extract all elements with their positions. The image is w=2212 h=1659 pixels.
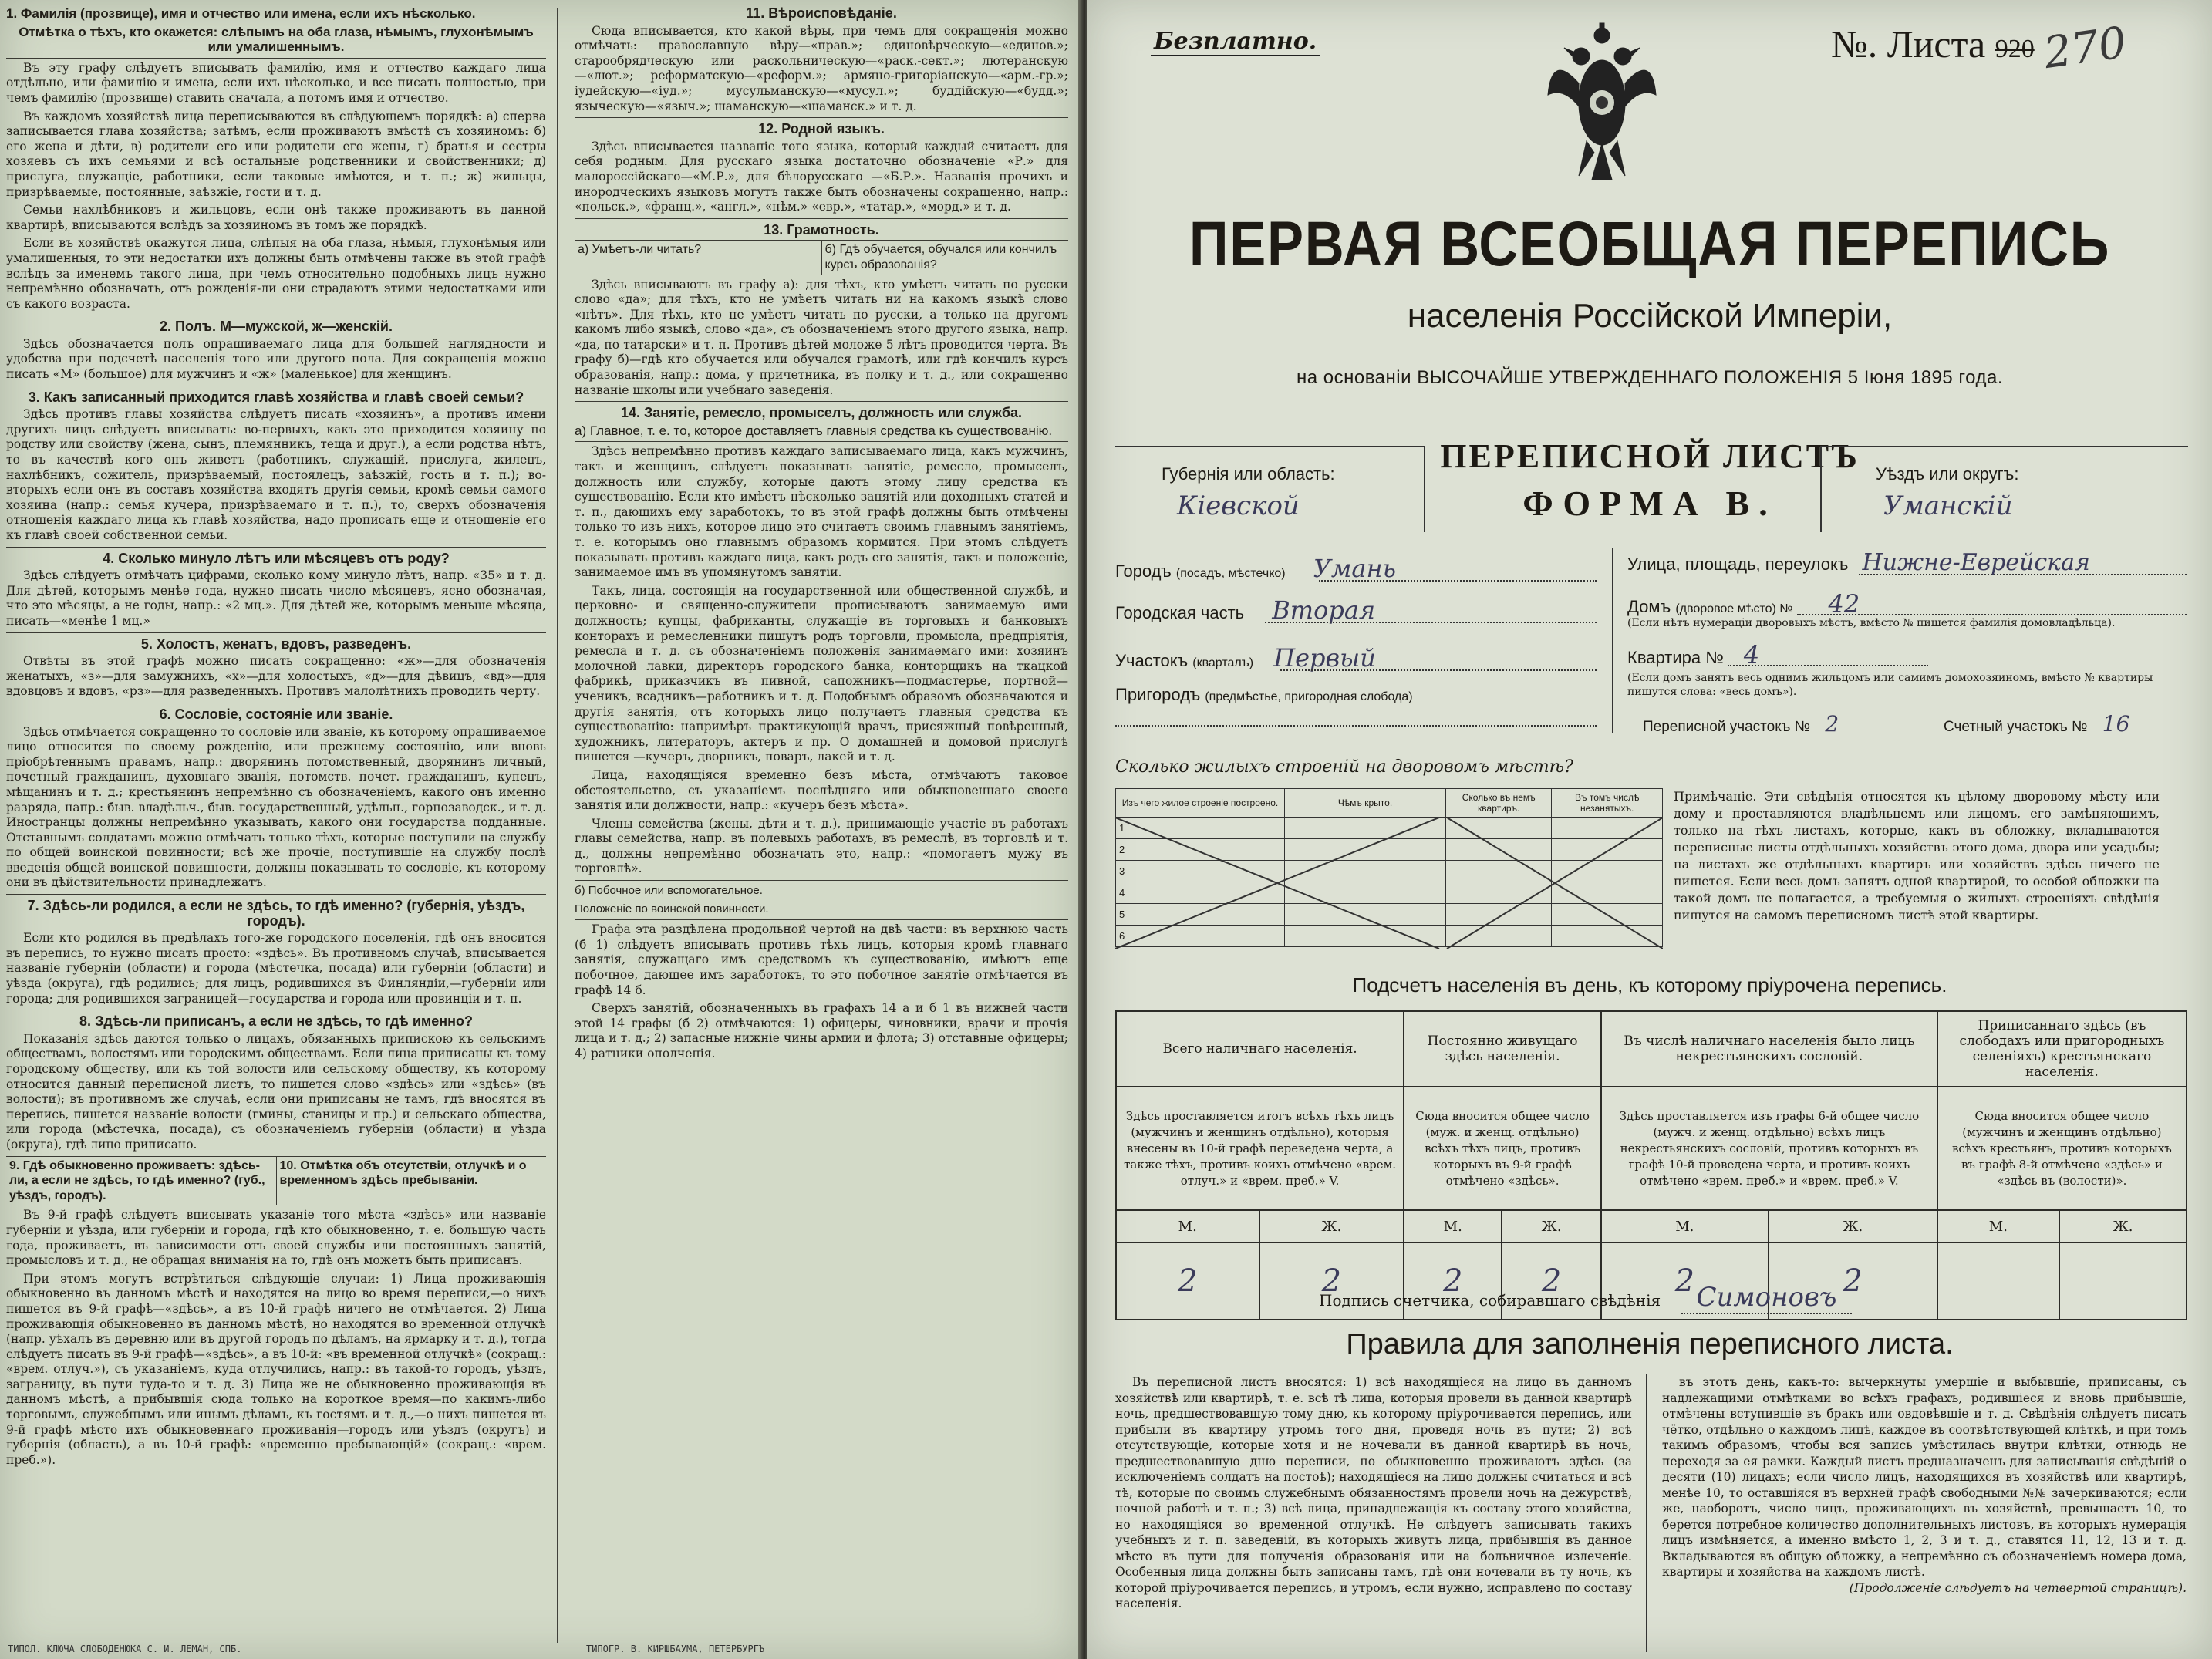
section-14-text-6: Сверхъ занятій, обозначенныхъ въ графахъ 14 а и б 1 въ нижней части этой 14 графы (б 2) отмѣчаются: 1) офицеры, чиновники, врачи и прочія лица и т. д.; 2) запасные нижніе чины армии и флота; 3) отставные офицеры; 4) ратники ополченія. — [575, 1001, 1068, 1060]
section-13b-title: б) Гдѣ обучается, обучался или кончилъ курсъ образованія? — [821, 241, 1069, 274]
buildings-table-header — [1116, 789, 1663, 818]
suburb-field — [1115, 685, 1413, 705]
instructions-column-1 — [6, 0, 546, 1659]
section-1-text-1: Въ эту графу слѣдуетъ вписывать фамилію, имя и отчество каждаго лица отдѣльно, или фамилію и имена, если ихъ нѣсколько, и все писать полностью, при чемъ фамилію (прозвище) ставить сначала, а потомъ имя и отчество. — [6, 60, 546, 105]
free-label: Безплатно. — [1151, 28, 1320, 56]
instructions-column-2 — [575, 0, 1068, 1659]
section-5-title: 5. Холостъ, женатъ, вдовъ, разведенъ. — [140, 636, 412, 652]
count-desc-non-peasant: Здѣсь проставляется изъ графы 6-й общее число (мужч. и женщ. отдѣльно) всѣхъ лицъ некрестьянскихъ сословій, противъ которыхъ въ графѣ 10-й проведена черта, и противъ коихъ отмѣчено «врем. преб.» и «врем. преб.» V. — [1601, 1087, 1937, 1210]
sheet-number-printed: 920 — [1995, 35, 2035, 63]
section-14c-title: Положеніе по воинской повинности. — [575, 902, 769, 915]
male-header: М. — [1404, 1210, 1502, 1243]
census-district-label: Переписной участокъ № — [1643, 719, 1811, 735]
census-district-value: 2 — [1825, 711, 1839, 737]
signature-label: Подпись счетчика, собиравшаго свѣдѣнія — [1319, 1291, 1661, 1310]
house-value: 42 — [1828, 589, 1860, 619]
section-5-text: Отвѣты въ этой графѣ можно писать сокращенно: «ж»—для обозначенія женатыхъ, «з»—для замужнихъ, «х»—для холостыхъ, «д»—для дѣвицъ, «вд»—для вдовцовъ и вдовъ, «рз»—для разведенныхъ. Противъ малолѣтнихъ проводить черту. — [6, 654, 546, 699]
male-header: М. — [1937, 1210, 2059, 1243]
section-13a-title: а) Умѣетъ-ли читать? — [578, 243, 702, 257]
present-female-count: 2 — [1259, 1243, 1404, 1320]
section-14-text-2: Такъ, лица, состоящія на государственной или общественной службѣ, и церковно- и священно-служители прописываютъ занимаемую ими должность; купцы, фабриканты, служащіе въ торговыхъ и банковыхъ конторахъ и ремесленники пишутъ родъ торговли, промысла, предпріятія, ремесла и т. д. съ обозначеніемъ положенія занимаемаго ими: хозяинъ молочной лавки, директоръ городского банка, конторщикъ на ткацкой фабрикѣ, приказчикъ въ пивной, сапожникъ—подмастерье, портной—ученикъ, всадникъ—работникъ и т. д. Подобнымъ образомъ обозначаются и другія занятія, отъ которыхъ лицо получаетъ главныя средства къ существованію: напримѣръ практикующій врачъ, присяжный повѣренный, художникъ, литераторъ, актеръ и пр. О домашней и домовой прислугѣ пишется —кучеръ, дворникъ, поваръ, лакей и т. д. — [575, 583, 1068, 764]
suburb-label: Пригородъ — [1115, 685, 1201, 704]
precinct-hint: (кварталъ) — [1192, 656, 1254, 669]
district-label: Уѣздъ или округъ: — [1876, 464, 2019, 484]
city-underline — [1319, 580, 1597, 582]
section-14b-title: б) Побочное или вспомогательное. — [575, 884, 763, 898]
section-14-text-4: Члены семейства (жены, дѣти и т. д.), принимающіе участіе въ работахъ главы семейства, напр. въ полевыхъ работахъ, въ ремеслѣ, въ торговлѣ и т. д., должны непремѣнно обозначать это, напр.: «помогаетъ мужу въ торговлѣ». — [575, 816, 1068, 876]
row-number: 6 — [1116, 926, 1285, 947]
row-number: 2 — [1116, 839, 1285, 861]
form-type-title: ФОРМА В. — [1522, 484, 1777, 523]
page-subtitle: населенія Россійской Имперіи, — [1407, 297, 1893, 335]
section-11-title: 11. Вѣроисповѣданіе. — [746, 5, 897, 21]
female-header: Ж. — [1502, 1210, 1601, 1243]
buildings-question: Сколько жилыхъ строеній на дворовомъ мѣстѣ? — [1115, 757, 1573, 777]
non-peasant-female-count: 2 — [1769, 1243, 1937, 1320]
female-header: Ж. — [2059, 1210, 2187, 1243]
sheet-number-handwritten: 270 — [2040, 17, 2129, 79]
sheet-number-label-text: №. Листа — [1831, 22, 1986, 66]
population-count-title: Подсчетъ населенія въ день, къ которому пріурочена перепись. — [1352, 973, 1947, 996]
counting-district-label: Счетный участокъ № — [1944, 719, 2088, 735]
section-9-text-1: Въ 9-й графѣ слѣдуетъ вписывать указаніе того мѣста «здѣсь» или названіе губерніи и уѣзда, или губерніи и города, гдѣ кто обыкновенно, т. е. большую часть года, проживаетъ, въ зависимости отъ своей службы или постоянныхъ занятій, промысловъ и т. д., не обращая вниманія на то, гдѣ онъ можетъ быть приписанъ. — [6, 1208, 546, 1268]
precinct-label: Участокъ — [1115, 651, 1189, 670]
house-note: (Если нѣтъ нумераціи дворовыхъ мѣстъ, вмѣсто № пишется фамилія домовладѣльца). — [1627, 617, 2116, 629]
count-desc-permanent: Сюда вносится общее число (муж. и женщ. отдѣльно) всѣхъ тѣхъ лицъ, противъ которыхъ въ 9-й графѣ отмѣчено «здѣсь». — [1404, 1087, 1601, 1210]
count-desc-peasant: Сюда вносится общее число (мужчинъ и женщинъ отдѣльно) всѣхъ крестьянъ, противъ которыхъ въ графѣ 8-й отмѣчено «здѣсь» и «здѣсь въ (волости)». — [1937, 1087, 2187, 1210]
rules-divider — [1646, 1374, 1647, 1652]
count-header-non-peasant: Въ числѣ наличнаго населенія было лицъ некрестьянскихъ сословій. — [1601, 1011, 1937, 1087]
rules-column-2 — [1662, 1374, 2187, 1596]
section-7-title: 7. Здѣсь-ли родился, а если не здѣсь, то гдѣ именно? (губернія, уѣздъ, городъ). — [27, 898, 525, 929]
section-1-text-3: Семьи нахлѣбниковъ и жильцовъ, если онѣ также проживаютъ въ данной квартирѣ, вписываются вслѣдъ за хозяиномъ въ томъ же порядкѣ. — [6, 203, 546, 232]
column-divider — [557, 8, 558, 1643]
house-underline — [1797, 614, 2187, 615]
right-page-census-form — [1087, 0, 2212, 1659]
section-11-text: Сюда вписывается, кто какой вѣры, при чемъ для сокращенія можно отмѣчать: православную вѣру—«прав.»; единовѣрческую—«единов.»; старообрядческую или раскольническую—«раск.-сект.»; лютеранскую—«лют.»; реформатскую—«реформ.»; армяно-григоріанскую—«арм.-гр.»; іудейскую—«іуд.»; мусульманскую—«мусул.»; буддійскую—«будд.»; языческую—«языч.»; шаманскую—«шаманск.» и т. д. — [575, 23, 1068, 113]
sheet-type-title: ПЕРЕПИСНОЙ ЛИСТЪ — [1440, 437, 1860, 475]
buildings-note: Примѣчаніе. Эти свѣдѣнія относятся къ цѣлому дворовому мѣсту или дому и проставляются владѣльцемъ или лицомъ, его замѣняющимъ, только на тѣхъ листахъ, которые, какъ въ обложку, вкладываются переписные листы отдѣльныхъ хозяйствъ этого дома, двора или усадьбы; на листахъ же отдѣльныхъ квартиръ или хозяйствъ здѣсь ничего не пишется. Если весь домъ занятъ одной квартирой, то особой обложки на такой домъ не полагается, а требуемыя о жилыхъ строеніяхъ свѣдѣнія пишутся на самомъ переписномъ листѣ этой квартиры. — [1674, 789, 2160, 922]
apartment-value: 4 — [1743, 640, 1760, 669]
house-label: Домъ — [1627, 597, 1671, 616]
female-header: Ж. — [1769, 1210, 1937, 1243]
province-label: Губернія или область: — [1162, 464, 1335, 484]
buildings-header-apartments: Сколько въ немъ квартиръ. — [1446, 789, 1552, 818]
precinct-underline — [1280, 669, 1597, 671]
apartment-underline — [1728, 665, 1928, 666]
city-label: Городъ — [1115, 561, 1172, 581]
left-imprint: ТИПОЛ. КЛЮЧА СЛОБОДЕНЮКА С. И. ЛЕМАН, СПБ. — [8, 1644, 242, 1654]
district-value: Уманскій — [1883, 491, 2013, 521]
counting-district-value: 16 — [2102, 711, 2130, 737]
row-number: 3 — [1116, 861, 1285, 882]
page-title: ПЕРВАЯ ВСЕОБЩАЯ ПЕРЕПИСЬ — [1189, 209, 2111, 279]
count-table-header — [1116, 1011, 2187, 1087]
right-imprint: ТИПОГР. В. КИРШБАУМА, ПЕТЕРБУРГЪ — [586, 1644, 765, 1654]
precinct-value: Первый — [1273, 643, 1376, 673]
signature-line — [1319, 1282, 1852, 1313]
suburb-hint: (предмѣстье, пригородная слобода) — [1205, 690, 1413, 703]
signature-value: Симоновъ — [1681, 1282, 1853, 1314]
buildings-header-vacant: Въ томъ числѣ незанятыхъ. — [1552, 789, 1663, 818]
rules-column-1 — [1115, 1374, 1632, 1612]
non-peasant-male-count: 2 — [1601, 1243, 1769, 1320]
district-box — [1820, 446, 2188, 532]
section-6-title: 6. Сословіе, состояніе или званіе. — [159, 706, 393, 722]
present-male-count: 2 — [1116, 1243, 1259, 1320]
sheet-number-label — [1831, 22, 2035, 66]
permanent-male-count: 2 — [1404, 1243, 1502, 1320]
row-number: 4 — [1116, 882, 1285, 904]
section-3-text: Здѣсь противъ главы хозяйства слѣдуетъ писать «хозяинъ», а противъ имени другихъ лицъ слѣдуетъ вписывать: во-первыхъ, какъ это приходится хозяину по родству или свойству (жена, сынъ, племянникъ, теща и друг.), а если родства нѣтъ, то въ качествѣ кого онъ живетъ (работникъ, служащій, прислуга, жилецъ, нахлѣбникъ, сожитель, призрѣваемый, постоялецъ, заѣзжій, гость и т. п.); во-вторыхъ если онъ въ составъ хозяйства входятъ другія семьи, кромѣ семьи самого хозяина (напр.: семья кучера, призрѣваемаго и т. п.), то, сверхъ обозначенія отношенія каждаго лица къ главѣ хозяйства, надо прописать еще и отношеніе его къ главѣ своей собственной семьи. — [6, 407, 546, 542]
section-1-text-2: Въ каждомъ хозяйствѣ лица переписываются въ слѣдующемъ порядкѣ: а) сперва записывается глава хозяйства; затѣмъ, если проживаютъ вмѣстѣ съ хозяиномъ: б) его жена и дѣти, в) родители его или родители его жены, г) братья и сестры хозяевъ съ ихъ семьями и всѣ остальные родственники и свойственники; д) прислуга, служащіе, работники, если таковые имѣются, и т. п.; ж) жильцы, призрѣваемые, постоянные, заѣзжіе, гости и т. д. — [6, 109, 546, 199]
section-14-title: 14. Занятіе, ремесло, промыселъ, должность или служба. — [620, 405, 1023, 421]
street-field — [1627, 549, 2090, 576]
row-number: 5 — [1116, 904, 1285, 926]
count-table-sex-row — [1116, 1210, 2187, 1243]
section-4-text: Здѣсь слѣдуетъ отмѣчать цифрами, сколько кому минуло лѣтъ, напр. «35» и т. д. Для дѣтей, которымъ менѣе года, нужно писать число мѣсяцевъ, ясно обозначая, что это мѣсяцы, а не годы, напр.: «2 мц.». Для дѣтей же, которымъ меньше мѣсяца, писать—«менѣе 1 мц.» — [6, 568, 546, 628]
buildings-header-material: Изъ чего жилое строеніе построено. — [1116, 789, 1285, 818]
count-table-descriptions — [1116, 1087, 2187, 1210]
city-part-field — [1115, 595, 1375, 625]
count-header-peasant: Приписаннаго здѣсь (въ слободахъ или пригородныхъ селеніяхъ) крестьянскаго населенія. — [1937, 1011, 2187, 1087]
counting-district-field — [1944, 711, 2129, 737]
section-14-text-3: Лица, находящіяся временно безъ мѣста, отмѣчаютъ таковое обстоятельство, съ указаніемъ послѣдняго или обыкновеннаго своего занятія или должности, напр.: «кучеръ безъ мѣста». — [575, 767, 1068, 813]
city-part-underline — [1265, 622, 1597, 623]
city-part-label: Городская часть — [1115, 603, 1245, 622]
count-desc-present: Здѣсь проставляется итогъ всѣхъ тѣхъ лицъ (мужчинъ и женщинъ отдѣльно), которыя внесены въ 10-й графѣ переведена черта, а также тѣхъ, противъ коихъ отмѣчено «врем. отлуч.» и «врем. преб.» V. — [1116, 1087, 1404, 1210]
count-header-present: Всего наличнаго населенія. — [1116, 1011, 1404, 1087]
section-1-text-4: Если въ хозяйствѣ окажутся лица, слѣпыя на оба глаза, нѣмыя, глухонѣмыя или умалишенныя, то эти недостатки ихъ должны быть отмѣчены также въ этой графѣ вслѣдъ за именемъ такого лица, при чемъ относительно подобныхъ лицъ нужно непремѣнно обозначать, отъ рожденія-ли они страдаютъ этими недостатками или съ какого возраста. — [6, 236, 546, 311]
rules-text-1: Въ переписной листъ вносятся: 1) всѣ находящіеся на лицо въ данномъ хозяйствѣ или квартирѣ, т. е. всѣ тѣ лица, которыя провели въ данной квартирѣ ночь, предшествовавшую тому дню, къ которому пріурочивается перепись, или прибыли въ квартиру утромъ того дня, проведя ночь въ пути; 2) всѣ отсутствующіе, которые хотя и не ночевали въ данной квартирѣ въ ночь, предшествовавшую дню переписи, но обыкновенно проживаютъ здѣсь (за исключеніемъ солдатъ на постоѣ); находящіеся на лицо должны считаться и всѣ тѣ, которые по своимъ служебнымъ обязанностямъ провели ночь на дежурствѣ, ночной работѣ и т. п.; 3) всѣ лица, принадлежащія къ составу этого хозяйства, но находящіяся во временной отлучкѣ. Не слѣдуетъ записывать такихъ учебныхъ и т. п. заведеній, въ которыхъ живутъ лица, прибывшія въ данное мѣсто въ пути для полученія образованія или на больничное излеченіе. Особенныя лица должны быть записаны тамъ, гдѣ они ночевали въ ту ночь, къ которой пріурочивается перепись, и утромъ, если нужно, исправлено по составу населенія. — [1115, 1375, 1632, 1610]
section-12-title: 12. Родной языкъ. — [758, 121, 885, 137]
street-value: Нижне-Еврейская — [1862, 549, 2090, 576]
double-headed-eagle-icon — [1544, 22, 1660, 184]
section-13-subheaders — [575, 240, 1068, 275]
precinct-field — [1115, 643, 1376, 673]
section-3-title: 3. Какъ записанный приходится главѣ хозяйства и главѣ своей семьи? — [28, 389, 524, 405]
section-14-text-5: Графа эта раздѣлена продольной чертой на двѣ части: въ верхнюю часть (б 1) слѣдуетъ вписывать противъ тѣхъ лицъ, которыя кромѣ главнаго занятія, служащаго имъ средствомъ къ существованію, имѣютъ еще побочное, дающее имъ заработокъ, то это побочное занятіе отмѣчается въ графѣ 14 б. — [575, 922, 1068, 997]
city-hint: (посадъ, мѣстечко) — [1175, 567, 1286, 580]
section-9-text-2: При этомъ могутъ встрѣтиться слѣдующіе случаи: 1) Лица проживающія обыкновенно въ данномъ мѣстѣ и находятся на лицо во время переписи,—о нихъ пишется въ 9-й графѣ—«здѣсь», а въ 10-й графѣ ничего не отмѣчается. 2) Лица проживающія обыкновенно въ данномъ мѣстѣ, но находятся во временной отлучкѣ (напр. уѣхалъ въ деревню или въ другой городъ по дѣламъ, на ярмарку и т. д.), тогда слѣдуетъ писать въ 9-й графѣ—«здѣсь», а въ 10-й: «въ временной отлучкѣ» (сокращ.: «врем. отлуч.»), съ указаніемъ, куда отлучились, напр.: въ такой-то городъ, уѣздъ, заграницу, въ пути туда-то и т. д. 3) Лица же не обыкновенно проживающія въ данномъ мѣстѣ, а прибывшія сюда только на короткое время—по какимъ-либо торговымъ, служебнымъ или инымъ дѣламъ, къ гостямъ и т. д.,—о нихъ пишется въ 9-й графѣ мѣсто ихъ обыкновеннаго проживанія—городъ или уѣздъ (округъ) и губернія (область), а въ 10-й графѣ: «временно пребывающій» (сокращ.: «врем. преб.»). — [6, 1271, 546, 1467]
apartment-label: Квартира № — [1627, 648, 1724, 667]
section-1-note: Отмѣтка о тѣхъ, кто окажется: слѣпымъ на оба глаза, нѣмымъ, глухонѣмымъ или умалишеннымъ. — [19, 24, 534, 55]
permanent-female-count: 2 — [1502, 1243, 1601, 1320]
row-number: 1 — [1116, 818, 1285, 839]
population-count-table — [1115, 1010, 2187, 1320]
crossed-out-mark — [1115, 818, 1663, 949]
street-underline — [1859, 574, 2187, 575]
address-divider — [1612, 548, 1613, 733]
continued-note: (Продолженіе слѣдуетъ на четвертой страницѣ). — [1849, 1580, 2187, 1595]
suburb-underline — [1115, 725, 1597, 727]
count-header-permanent: Постоянно живущаго здѣсь населенія. — [1404, 1011, 1601, 1087]
section-1-title: 1. Фамилія (прозвище), имя и отчество или имена, если ихъ нѣсколько. — [6, 6, 476, 21]
section-13-title: 13. Грамотность. — [764, 221, 879, 238]
buildings-header-roof: Чѣмъ крыто. — [1285, 789, 1446, 818]
section-9-title: 9. Гдѣ обыкновенно проживаетъ: здѣсь-ли, а если не здѣсь, то гдѣ именно? (губ., уѣздъ, городъ). — [9, 1158, 265, 1202]
rules-title: Правила для заполненія переписного листа. — [1346, 1328, 1954, 1361]
section-2-text: Здѣсь обозначается полъ опрашиваемаго лица для большей наглядности и удобства при подсчетѣ населенія того или другого пола. Для сокращенія можно писать «М» (большое) для мужчинъ и «ж» (маленькое) для женщинъ. — [6, 336, 546, 382]
section-10-title: 10. Отмѣтка объ отсутствіи, отлучкѣ и о временномъ здѣсь пребываніи. — [276, 1157, 547, 1205]
peasant-female-count — [2059, 1243, 2187, 1320]
section-6-text: Здѣсь отмѣчается сокращенно то сословіе или званіе, къ которому опрашиваемое лицо относится по своему рожденію, или прежнему состоянію, или вновь пріобрѣтеннымъ правамъ, напр.: дворянинъ потомственный, дворянинъ личный, почетный гражданинъ, духовнаго званія, потомств. почет. гражданинъ, купецъ, мѣщанинъ и т. д.; крестьянинъ непремѣнно съ обозначеніемъ, какого онъ именно разряда, напр.: быв. владѣльч., быв. государственный, удѣльн., горнозаводск., и т. д. Иностранцы должны непремѣнно указывать, какого они государства подданные. Отставнымъ солдатамъ можно отмѣчать только тѣхъ, которые поступили на службу по общей воинской повинности; всѣ же прочіе, поступившіе на службу послѣ введенія общей воинской повинности, должны показывать то сословіе, къ которому они въ дѣйствительности принадлежатъ. — [6, 724, 546, 890]
city-field — [1115, 554, 1396, 583]
sections-9-10-header — [6, 1156, 546, 1206]
section-13-text: Здѣсь вписываютъ въ графу а): для тѣхъ, кто умѣетъ читать по русски слово «да»; для тѣхъ, кто не умѣетъ читать ни на какомъ языкѣ слово «нѣтъ». Для тѣхъ, кто не умѣетъ читать по русски, а только на другомъ какомъ либо языкѣ, слово «да», съ обозначеніемъ этого другого языка, напр. «да, по татарски» и т. п. Противъ дѣтей моложе 5 лѣтъ проводится черта. Въ графу б)—гдѣ кто обучается или обучался грамотѣ, или гдѣ кончилъ курсъ образованія, напр.: дома, у причетника, въ полку и т. д., или сокращенно названіе школы или учебнаго заведенія. — [575, 277, 1068, 397]
city-value: Умань — [1313, 554, 1396, 583]
rules-text-2: въ этотъ день, какъ-то: вычеркнуты умершіе и выбывшіе, приписаны, съ надлежащими отмѣтками во всѣхъ графахъ, родившіеся и вновь прибывшіе, отмѣчены вступившіе въ бракъ или овдовѣвшіе и т. д. Свѣдѣнія слѣдуетъ писать чётко, отдѣльно о каждомъ лицѣ, каждое въ соотвѣтствующей клѣткѣ, и при томъ такимъ образомъ, чтобы вся запись умѣстилась внутри клѣтки, отнюдь не переходя за ея рамки. Каждый листъ предназначенъ для записыванія свѣдѣній о десяти (10) лицахъ; если число лицъ, находящихся въ хозяйствѣ или квартирѣ, менѣе 10, то оставшіяся въ верхней графѣ свободными №№ зачеркиваются; если же, наоборотъ, число лицъ, проживающихъ въ хозяйствѣ, превышаетъ 10, то берется потребное количество дополнительныхъ листовъ, въ которыхъ нумерація лицъ измѣняется, а именно вмѣсто 1, 2, 3 и т. д., ставятся 11, 12, 13 и т. д. Вкладываются въ общую обложку, а непремѣнно съ обозначеніемъ номера дома, квартиры и хозяйства на каждомъ листѣ. — [1662, 1375, 2187, 1579]
section-8-text: Показанія здѣсь даются только о лицахъ, обязанныхъ припискою къ сельскимъ обществамъ, волостямъ или городскимъ обществамъ. Если лица приписаны къ тому городскому обществу, или къ той волости или сельскому обществу, къ которому относится данный переписной листъ, то пишется слово «здѣсь» или «здѣсь» (въ волости); въ противномъ же случаѣ, если они приписаны не тамъ, гдѣ вносятся въ перепись, пишется названіе волости (гмины, станицы и пр.) и сельскаго общества, или города (мѣстечка, посада), съ обозначеніемъ губерніи (области) и уѣзда (округа), гдѣ лицо приписано. — [6, 1031, 546, 1152]
male-header: М. — [1116, 1210, 1259, 1243]
city-part-value: Вторая — [1272, 595, 1376, 625]
female-header: Ж. — [1259, 1210, 1404, 1243]
apartment-note: (Если домъ занятъ весь однимъ жильцомъ или самимъ домохозяиномъ, вмѣсто № квартиры пишутся слова: «весь домъ»). — [1627, 672, 2153, 698]
street-label: Улица, площадь, переулокъ — [1627, 555, 1849, 574]
province-value: Кіевской — [1177, 491, 1300, 521]
house-hint: (дворовое мѣсто) № — [1675, 602, 1793, 615]
census-district-field — [1643, 711, 1839, 737]
male-header: М. — [1601, 1210, 1769, 1243]
section-14-text-1: Здѣсь непремѣнно противъ каждаго записываемаго лица, какъ мужчинъ, такъ и женщинъ, слѣдуетъ показывать занятіе, ремесло, промыселъ, должность или службу, которые даютъ этому лицу средства къ существованію. Если кто имѣетъ нѣсколько занятій или доходныхъ статей и т. п., дающихъ ему заработокъ, то въ этой графѣ должны быть отмѣчены только то изъ нихъ, которое лицо это считаетъ своимъ главнымъ занятіемъ, т. е. которымъ оно главнымъ образомъ кормится. При этомъ слѣдуетъ показывать противъ каждаго лица, какъ родъ его занятія, такъ и положеніе, занимаемое имъ въ упомянутомъ занятіи. — [575, 444, 1068, 580]
section-4-title: 4. Сколько минуло лѣтъ или мѣсяцевъ отъ роду? — [103, 550, 450, 566]
left-page-instructions — [0, 0, 1080, 1659]
peasant-male-count — [1937, 1243, 2059, 1320]
section-8-title: 8. Здѣсь-ли приписанъ, а если не здѣсь, то гдѣ именно? — [79, 1013, 473, 1030]
decree-line: на основаніи ВЫСОЧАЙШЕ УТВЕРЖДЕННАГО ПОЛОЖЕНІЯ 5 Іюня 1895 года. — [1296, 367, 2003, 388]
section-2-title: 2. Полъ. М—мужской, ж—женскій. — [160, 319, 393, 335]
section-14a-title: а) Главное, т. е. то, которое доставляетъ главныя средства къ существованію. — [575, 423, 1053, 438]
section-12-text: Здѣсь вписывается названіе того языка, который каждый считаетъ для себя родным. Для русскаго языка достаточно обозначеніе «Р.» для малороссійскаго—«М.Р.», для бѣлорусскаго —«Б.Р.». Названія прочихъ и инородческихъ языковъ могутъ также быть обозначены сокращенно, напр.: «польск.», «франц.», «англ.», «нѣм.» «евр.», «татар.», «морд.» и т. д. — [575, 139, 1068, 214]
section-7-text: Если кто родился въ предѣлахъ того-же городского поселенія, гдѣ онъ вносится въ перепись, то нужно писать просто: «здѣсь». Въ противномъ случаѣ, вписывается названіе губерніи (области) и города (мѣстечка, посада) или губерніи (области) и уѣзда (округа), гдѣ родились; для лицъ, родившихся въ Финляндіи,—губерніи или города; для родившихся заграницей—государства и города или провинціи и т. п. — [6, 931, 546, 1006]
